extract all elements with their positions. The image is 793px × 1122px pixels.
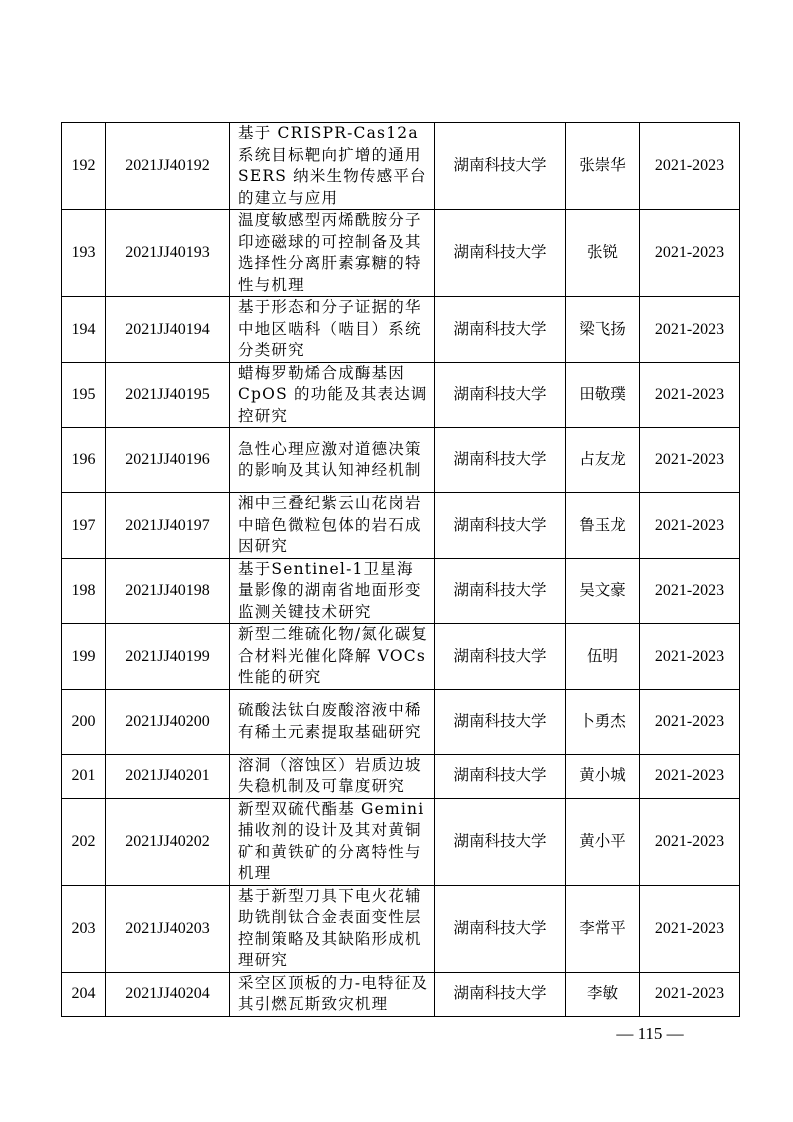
cell-leader: 梁飞扬 [566, 297, 640, 363]
cell-period: 2021-2023 [640, 972, 740, 1016]
cell-institution: 湖南科技大学 [435, 972, 566, 1016]
cell-leader: 卜勇杰 [566, 689, 640, 754]
cell-period: 2021-2023 [640, 210, 740, 297]
cell-leader: 黄小平 [566, 798, 640, 885]
cell-number: 198 [62, 558, 106, 624]
cell-project-title: 溶洞（溶蚀区）岩质边坡失稳机制及可靠度研究 [230, 754, 435, 798]
cell-project-code: 2021JJ40193 [106, 210, 230, 297]
cell-institution: 湖南科技大学 [435, 798, 566, 885]
cell-institution: 湖南科技大学 [435, 297, 566, 363]
cell-period: 2021-2023 [640, 624, 740, 690]
table-row [62, 885, 740, 972]
cell-leader: 张锐 [566, 210, 640, 297]
cell-period: 2021-2023 [640, 362, 740, 428]
cell-leader: 鲁玉龙 [566, 493, 640, 559]
cell-leader: 张崇华 [566, 123, 640, 210]
table-row [62, 428, 740, 493]
cell-number: 199 [62, 624, 106, 690]
cell-project-code: 2021JJ40199 [106, 624, 230, 690]
table-row [62, 493, 740, 559]
cell-leader: 李敏 [566, 972, 640, 1016]
cell-number: 196 [62, 428, 106, 493]
table-row [62, 689, 740, 754]
cell-project-title: 硫酸法钛白废酸溶液中稀有稀土元素提取基础研究 [230, 689, 435, 754]
table-body [62, 123, 740, 1017]
cell-institution: 湖南科技大学 [435, 210, 566, 297]
cell-number: 192 [62, 123, 106, 210]
cell-institution: 湖南科技大学 [435, 123, 566, 210]
cell-period: 2021-2023 [640, 885, 740, 972]
cell-institution: 湖南科技大学 [435, 689, 566, 754]
cell-project-title: 新型双硫代酯基 Gemini 捕收剂的设计及其对黄铜矿和黄铁矿的分离特性与机理 [230, 798, 435, 885]
cell-leader: 田敬璞 [566, 362, 640, 428]
table-row [62, 558, 740, 624]
cell-period: 2021-2023 [640, 493, 740, 559]
cell-project-code: 2021JJ40200 [106, 689, 230, 754]
cell-project-title: 基于 CRISPR-Cas12a 系统目标靶向扩增的通用 SERS 纳米生物传感平台的建立与应用 [230, 123, 435, 210]
cell-project-title: 采空区顶板的力-电特征及其引燃瓦斯致灾机理 [230, 972, 435, 1016]
cell-number: 202 [62, 798, 106, 885]
table-row [62, 123, 740, 210]
cell-period: 2021-2023 [640, 297, 740, 363]
cell-number: 203 [62, 885, 106, 972]
cell-number: 197 [62, 493, 106, 559]
cell-period: 2021-2023 [640, 798, 740, 885]
cell-project-title: 基于形态和分子证据的华中地区啮科（啮目）系统分类研究 [230, 297, 435, 363]
cell-project-code: 2021JJ40202 [106, 798, 230, 885]
table-row [62, 754, 740, 798]
cell-number: 201 [62, 754, 106, 798]
project-table [61, 122, 740, 1017]
cell-institution: 湖南科技大学 [435, 558, 566, 624]
cell-leader: 吴文豪 [566, 558, 640, 624]
table-row [62, 297, 740, 363]
cell-project-code: 2021JJ40192 [106, 123, 230, 210]
cell-number: 193 [62, 210, 106, 297]
cell-leader: 李常平 [566, 885, 640, 972]
cell-period: 2021-2023 [640, 689, 740, 754]
page-number: — 115 — [616, 1024, 684, 1043]
cell-institution: 湖南科技大学 [435, 754, 566, 798]
cell-period: 2021-2023 [640, 428, 740, 493]
cell-leader: 黄小城 [566, 754, 640, 798]
cell-number: 194 [62, 297, 106, 363]
cell-institution: 湖南科技大学 [435, 624, 566, 690]
cell-institution: 湖南科技大学 [435, 493, 566, 559]
cell-number: 200 [62, 689, 106, 754]
cell-project-title: 急性心理应激对道德决策的影响及其认知神经机制 [230, 428, 435, 493]
table-row [62, 210, 740, 297]
cell-institution: 湖南科技大学 [435, 428, 566, 493]
cell-project-code: 2021JJ40204 [106, 972, 230, 1016]
cell-project-title: 温度敏感型丙烯酰胺分子印迹磁球的可控制备及其选择性分离肝素寡糖的特性与机理 [230, 210, 435, 297]
cell-project-code: 2021JJ40196 [106, 428, 230, 493]
cell-period: 2021-2023 [640, 123, 740, 210]
cell-period: 2021-2023 [640, 754, 740, 798]
cell-project-code: 2021JJ40203 [106, 885, 230, 972]
cell-project-code: 2021JJ40195 [106, 362, 230, 428]
cell-institution: 湖南科技大学 [435, 362, 566, 428]
table-row [62, 362, 740, 428]
cell-project-title: 湘中三叠纪紫云山花岗岩中暗色微粒包体的岩石成因研究 [230, 493, 435, 559]
cell-number: 204 [62, 972, 106, 1016]
cell-project-code: 2021JJ40201 [106, 754, 230, 798]
cell-leader: 伍明 [566, 624, 640, 690]
cell-project-title: 基于新型刀具下电火花辅助铣削钛合金表面变性层控制策略及其缺陷形成机理研究 [230, 885, 435, 972]
table-row [62, 798, 740, 885]
cell-number: 195 [62, 362, 106, 428]
cell-project-code: 2021JJ40194 [106, 297, 230, 363]
cell-leader: 占友龙 [566, 428, 640, 493]
table-row [62, 972, 740, 1016]
cell-project-title: 蜡梅罗勒烯合成酶基因 CpOS 的功能及其表达调控研究 [230, 362, 435, 428]
cell-project-code: 2021JJ40198 [106, 558, 230, 624]
cell-period: 2021-2023 [640, 558, 740, 624]
cell-project-code: 2021JJ40197 [106, 493, 230, 559]
cell-project-title: 基于Sentinel-1卫星海量影像的湖南省地面形变监测关键技术研究 [230, 558, 435, 624]
cell-institution: 湖南科技大学 [435, 885, 566, 972]
table-row [62, 624, 740, 690]
cell-project-title: 新型二维硫化物/氮化碳复合材料光催化降解 VOCs 性能的研究 [230, 624, 435, 690]
